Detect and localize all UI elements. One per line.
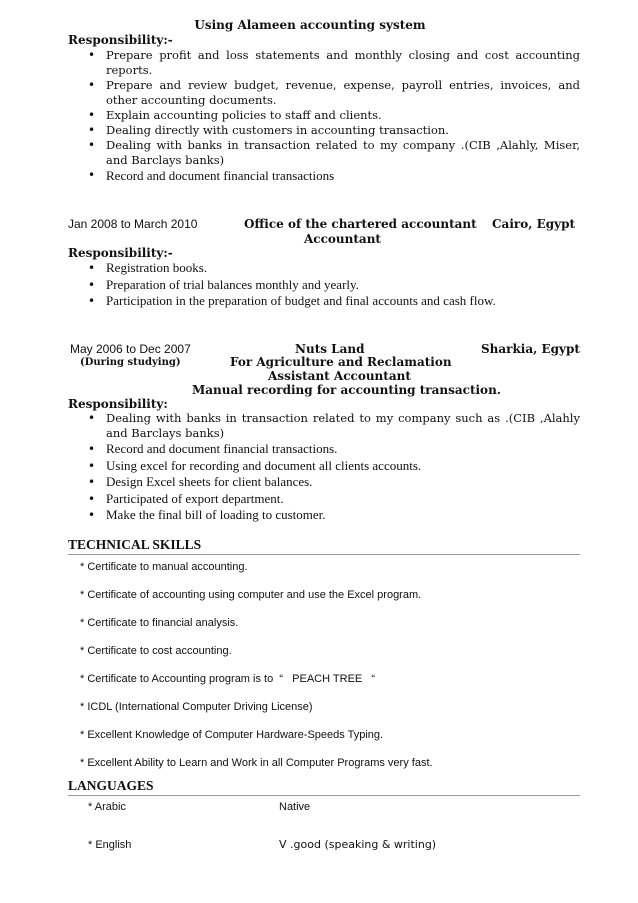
- list-item: • Using excel for recording and document all clients accounts.: [68, 458, 580, 475]
- responsibility-label: Responsibility:-: [68, 246, 173, 260]
- list-item: • Dealing with banks in transaction related to my company such as .(CIB ,Alahly and Barclays banks): [68, 411, 580, 441]
- language-level: V .good (speaking & writing): [279, 838, 437, 851]
- language-level: Native: [279, 801, 311, 813]
- job-organization: Nuts Land: [295, 342, 365, 356]
- skill-item: * Certificate to Accounting program is to “ PEACH TREE “: [80, 673, 376, 685]
- language-name: * Arabic: [88, 801, 126, 813]
- responsibility-list: [68, 260, 580, 310]
- skill-item: * Certificate to manual accounting.: [80, 561, 248, 573]
- list-item: • Design Excel sheets for client balances.: [68, 474, 580, 491]
- job-summary: Manual recording for accounting transaction.: [192, 383, 501, 397]
- job-role: Accountant: [304, 232, 381, 246]
- responsibility-list: [68, 411, 580, 524]
- list-item: • Prepare profit and loss statements and monthly closing and cost accounting reports.: [68, 48, 580, 78]
- skill-item: * Certificate to financial analysis.: [80, 617, 239, 629]
- list-item: • Record and document financial transactions.: [68, 441, 580, 458]
- job-location: Cairo, Egypt: [492, 217, 576, 231]
- job-role: Assistant Accountant: [268, 369, 411, 383]
- skill-item: * ICDL (International Computer Driving License): [80, 701, 313, 713]
- language-name: * English: [88, 839, 132, 851]
- languages-heading: LANGUAGES: [68, 778, 580, 796]
- list-item: • Record and document financial transactions: [68, 168, 580, 183]
- skill-item: * Certificate of accounting using computer and use the Excel program.: [80, 589, 422, 601]
- job-note: (During studying): [80, 357, 181, 368]
- list-item: • Dealing with banks in transaction related to my company .(CIB ,Alahly, Miser, and Barclays banks): [68, 138, 580, 168]
- job-organization-sub: For Agriculture and Reclamation: [230, 355, 452, 369]
- section-title: Using Alameen accounting system: [194, 18, 426, 32]
- responsibility-label: Responsibility:-: [68, 33, 173, 47]
- job-location: Sharkia, Egypt: [481, 342, 580, 356]
- list-item: • Explain accounting policies to staff and clients.: [68, 108, 580, 123]
- skill-item: * Excellent Ability to Learn and Work in all Computer Programs very fast.: [80, 757, 433, 769]
- job-organization: Office of the chartered accountant: [244, 217, 477, 231]
- responsibility-label: Responsibility:: [68, 397, 168, 411]
- job-dates: May 2006 to Dec 2007: [70, 342, 191, 356]
- list-item: • Participated of export department.: [68, 491, 580, 508]
- list-item: • Prepare and review budget, revenue, expense, payroll entries, invoices, and other accounting documents.: [68, 78, 580, 108]
- responsibility-list: [68, 48, 580, 183]
- list-item: • Dealing directly with customers in accounting transaction.: [68, 123, 580, 138]
- list-item: • Make the final bill of loading to customer.: [68, 507, 580, 524]
- list-item: • Registration books.: [68, 260, 580, 277]
- list-item: • Participation in the preparation of budget and final accounts and cash flow.: [68, 293, 580, 310]
- skill-item: * Excellent Knowledge of Computer Hardware-Speeds Typing.: [80, 729, 384, 741]
- list-item: • Preparation of trial balances monthly and yearly.: [68, 277, 580, 294]
- technical-skills-heading: TECHNICAL SKILLS: [68, 537, 580, 555]
- job-dates: Jan 2008 to March 2010: [68, 217, 198, 231]
- skill-item: * Certificate to cost accounting.: [80, 645, 232, 657]
